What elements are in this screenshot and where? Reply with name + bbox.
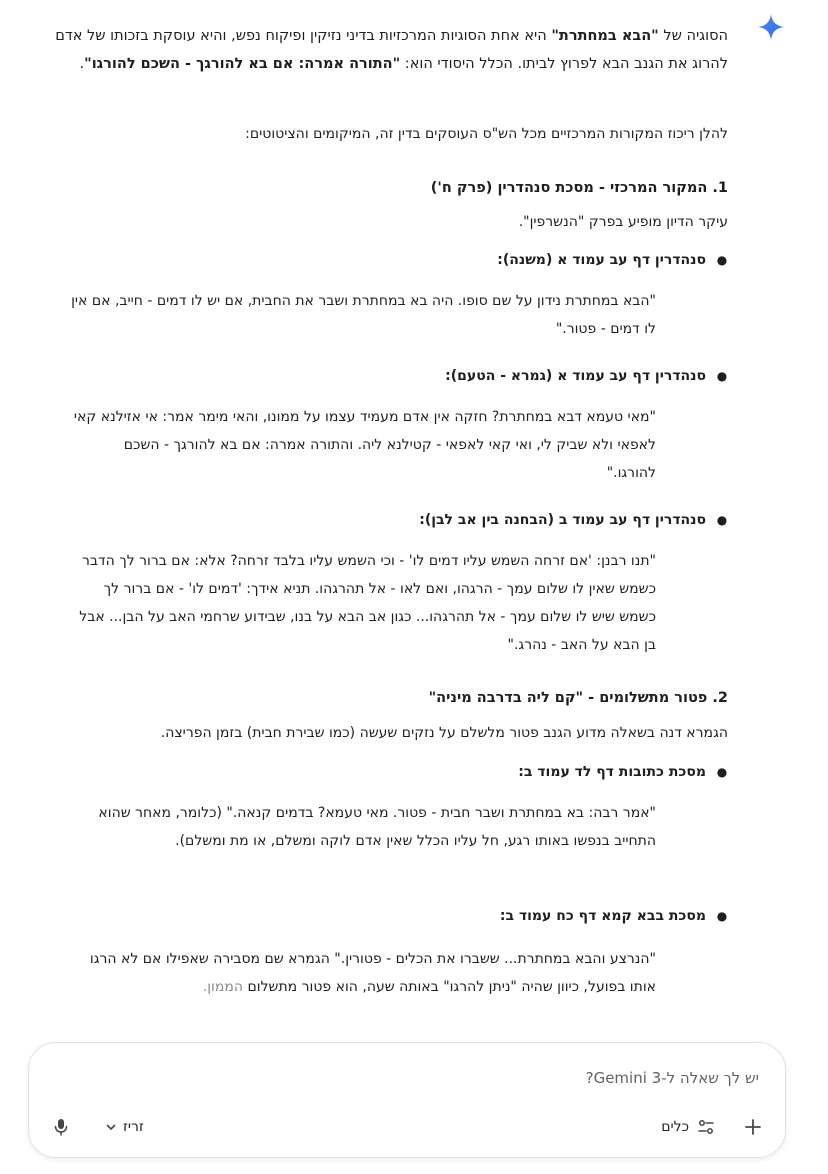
section-heading-2: 2. פטור מתשלומים - "קם ליה בדרבה מיניה" [428, 690, 728, 706]
source-bullet: ● סנהדרין דף עב עמוד ב (הבחנה בין אב לבן): [168, 508, 728, 532]
source-quote: "הנרצע והבא במחתרת... ששברו את הכלים - פטורין." הגמרא שם מסבירה שאפילו אם לא הרגו אותו בפועל, כיוון שהיה "ניתן להרגו" באותה שעה, הוא פטור מתשלום הממון. [89, 951, 656, 995]
source-bullet: ● סנהדרין דף עב עמוד א (משנה): [168, 248, 728, 272]
prompt-input[interactable] [157, 1065, 761, 1091]
tune-icon [697, 1118, 715, 1136]
mic-icon [53, 1118, 69, 1136]
source-quote: "הבא במחתרת נידון על שם סופו. היה בא במחתרת ושבר את החבית, אם יש לו דמים - חייב, אם אין לו דמים - פטור." [71, 293, 656, 337]
add-button[interactable] [741, 1115, 765, 1139]
source-quote: "מאי טעמא דבא במחתרת? חזקה אין אדם מעמיד עצמו על ממונו, והאי מימר אמר: אי אזילנא קאי לאפאי ולא שביק לי, ואי קאי לאפאי - קטילנא ליה. והתורה אמרה: אם בא להורגך - השכם להורגו." [73, 409, 656, 481]
sources-lead: להלן ריכוז המקורות המרכזיים מכל הש"ס העוסקים בדין זה, המיקומים והציטוטים: [245, 126, 728, 142]
bullet-dot: ● [716, 765, 728, 779]
bullet-dot: ● [716, 369, 728, 383]
model-label: זריז [123, 1119, 144, 1135]
intro-paragraph: הסוגיה של "הבא במחתרת" היא אחת הסוגיות המרכזיות בדיני נזיקין ופיקוח נפש, והיא עוסקת בזכותו של אדם להרוג את הגנב הבא לפרוץ לביתו. הכלל היסודי הוא: "התורה אמרה: אם בא להורגך - השכם להורגו". [55, 28, 728, 72]
source-bullet: ● סנהדרין דף עב עמוד א (גמרא - הטעם): [168, 364, 728, 388]
source-bullet: ● מסכת בבא קמא דף כח עמוד ב: [168, 904, 728, 928]
tools-label: כלים [661, 1119, 689, 1135]
bullet-dot: ● [716, 909, 728, 923]
prompt-composer [28, 1042, 786, 1158]
section-heading-1: 1. המקור המרכזי - מסכת סנהדרין (פרק ח') [430, 180, 728, 196]
section-subtext-2: הגמרא דנה בשאלה מדוע הגנב פטור מלשלם על נזקים שעשה (כמו שבירת חבית) בזמן הפריצה. [160, 725, 728, 741]
bullet-dot: ● [716, 253, 728, 267]
tools-button[interactable] [661, 1115, 715, 1139]
source-bullet: ● מסכת כתובות דף לד עמוד ב: [168, 760, 728, 784]
chevron-down-icon [105, 1121, 117, 1133]
bullet-dot: ● [716, 513, 728, 527]
section-subtext-1: עיקר הדיון מופיע בפרק "הנשרפין". [518, 214, 728, 230]
model-selector[interactable] [105, 1115, 144, 1139]
plus-icon [744, 1118, 762, 1136]
source-quote: "תנו רבנן: 'אם זרחה השמש עליו דמים לו' - וכי השמש עליו בלבד זרחה? אלא: אם ברור לך הדבר כשמש שאין לו שלום עמך - הרגהו, ואם לאו - אל תהרגהו. תניא אידך: 'דמים לו' - אם ברור לך כשמש שיש לו שלום עמך - אל תהרגהו... כגון אב הבא על בנו, שבידוע שרחמי האב על הבן... אבל בן הבא על האב - נהרג." [79, 553, 656, 653]
gemini-sparkle-icon [757, 13, 785, 41]
mic-button[interactable] [49, 1115, 73, 1139]
source-quote: "אמר רבה: בא במחתרת ושבר חבית - פטור. מאי טעמא? בדמים קנאה." (כלומר, מאחר שהוא התחייב בנפשו באותו רגע, חל עליו הכלל שאין אדם לוקה ומשלם, או מת ומשלם). [98, 805, 656, 849]
